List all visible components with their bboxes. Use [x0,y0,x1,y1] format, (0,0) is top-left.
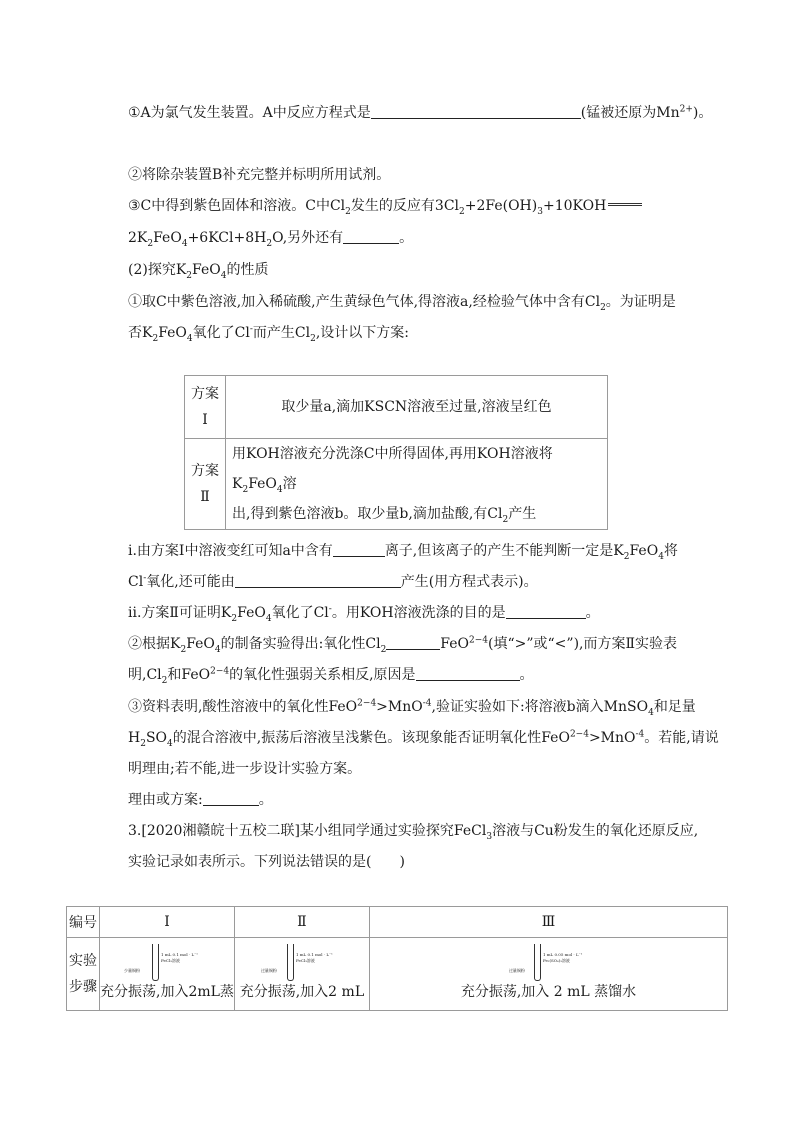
experiment-cell: 过量铜粉 1 mL 0.1 mol · L⁻¹ FeCl₃溶液 充分振荡,加入2 mL [234,938,369,1011]
scheme-label: 方案 Ⅰ [185,376,226,439]
q3-item3: ③资料表明,酸性溶液中的氧化性FeO$^{2-4}$>MnO$^{-4}$,验证实验如下:将溶液b滴入MnSO$_4$和足量 [128,698,696,718]
header-cell: Ⅲ [369,907,727,938]
test-tube-diagram: 过量铜粉 1 mL 0.05 mol · L⁻¹ Fe₂(SO₄)₃溶液 [370,942,727,982]
answer-blank[interactable] [343,229,399,244]
test-tube-icon [287,944,294,981]
q1-item3: ③C中得到紫色固体和溶液。C中$Cl_2$发生的反应有$3Cl_2+2Fe(OH)_3+10KOH$ [128,196,642,216]
experiment-cell: 少量铜粉 1 mL 0.1 mol · L⁻¹ FeCl₃溶液 充分振荡,加入2mL蒸 [100,938,235,1011]
answer-blank[interactable] [506,604,586,619]
row-label: 实验 步骤 [67,938,100,1011]
q1-item2: ②将除杂装置B补充完整并标明所用试剂。 [128,167,391,183]
q2-item1: ①取C中紫色溶液,加入稀硫酸,产生黄绿色气体,得溶液a,经检验气体中含有$Cl_2$。为证明是 [128,294,676,313]
header-cell: Ⅱ [234,907,369,938]
answer-blank[interactable] [386,635,440,650]
scheme-table [184,375,608,530]
scheme-content: 用KOH溶液充分洗涤C中所得固体,再用KOH溶液将$K_2FeO_4$溶 出,得到紫色溶液b。取少量b,滴加盐酸,有$Cl_2$产生 [226,439,608,530]
q1-item1: ①A为氯气发生装置。A中反应方程式是 (锰被还原为$Mn^{2+}$)。 [128,104,713,121]
q3-i-line2: Cl-氧化,还可能由 产生(用方程式表示)。 [128,573,538,590]
problem3-line1: 3.[2020湘赣皖十五校二联]某小组同学通过实验探究FeCl$_3$溶液与Cu粉发生的氧化还原反应, [128,823,699,842]
table-row [185,439,608,530]
experiment-table [66,906,728,1011]
answer-blank[interactable] [371,104,581,119]
answer-blank[interactable] [333,542,385,557]
q3-item2-line2: 明$,Cl_2$和FeO$^{2-4}$的氧化性强弱关系相反,原因是 。 [128,666,534,686]
table-row [185,376,608,439]
problem3-line2: 实验记录如表所示。下列说法错误的是( ) [128,854,405,870]
test-tube-diagram: 少量铜粉 1 mL 0.1 mol · L⁻¹ FeCl₃溶液 [100,942,234,982]
q1-item3-line2: $2K_2FeO_4+6KCl+8H_2O$,另外还有 。 [128,230,414,249]
q3-ii: ii.方案Ⅱ可证明$K_2FeO_4$氧化了Cl-。用KOH溶液洗涤的目的是 。 [128,604,600,624]
answer-blank[interactable] [416,666,520,681]
q2-heading: (2)探究$K_2FeO_4$的性质 [128,262,269,281]
answer-line: 理由或方案: 。 [128,792,273,808]
test-tube-icon [152,944,159,981]
table-row [67,938,728,1011]
answer-blank[interactable] [203,791,259,806]
q3-item3-line3: 明理由;若不能,进一步设计实验方案。 [128,761,362,777]
q3-item3-line2: $H_2SO_4$的混合溶液中,振荡后溶液呈浅紫色。该现象能否证明氧化性FeO$^{2-4}$>MnO$^{-4}$。若能,请说 [128,729,719,749]
test-tube-diagram: 过量铜粉 1 mL 0.1 mol · L⁻¹ FeCl₃溶液 [235,942,369,982]
q3-item2: ②根据$K_2FeO_4$的制备实验得出:氧化性$Cl_2$ FeO$^{2-4}$(填“>”或“<”),而方案Ⅱ实验表 [128,635,677,655]
test-tube-icon [534,944,541,981]
experiment-cell: 过量铜粉 1 mL 0.05 mol · L⁻¹ Fe₂(SO₄)₃溶液 充分振荡,加入 2 mL 蒸馏水 [369,938,727,1011]
equals-sign [608,203,642,206]
scheme-label: 方案 Ⅱ [185,439,226,530]
header-cell: Ⅰ [100,907,235,938]
scheme-content: 取少量a,滴加KSCN溶液至过量,溶液呈红色 [226,376,608,439]
q3-i: i.由方案Ⅰ中溶液变红可知a中含有 离子,但该离子的产生不能判断一定是$K_2FeO_4$将 [128,543,678,562]
q2-item1-line2: 否$K_2FeO_4$氧化了Cl-而产生$Cl_2$,设计以下方案: [128,324,410,344]
header-cell: 编号 [67,907,100,938]
table-row [67,907,728,938]
answer-blank[interactable] [235,573,401,588]
